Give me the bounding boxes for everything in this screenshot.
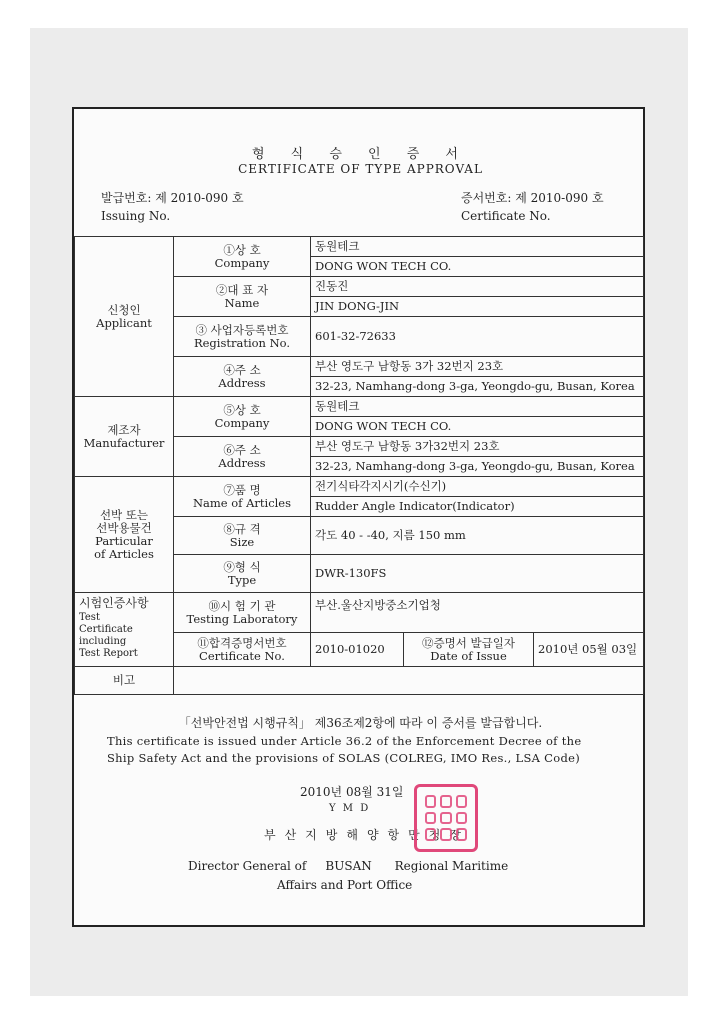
articles-type-value: DWR-130FS — [311, 555, 644, 593]
seal-pattern — [423, 793, 469, 843]
test-date-value: 2010년 05월 03일 — [534, 633, 644, 667]
ymd-label: Y M D — [329, 803, 371, 814]
test-section-en-3: including — [79, 636, 127, 647]
label-en: Address — [218, 455, 266, 470]
articles-section — [75, 477, 174, 593]
title-english: CERTIFICATE OF TYPE APPROVAL — [238, 162, 483, 176]
issuing-no-korean: 발급번호: 제 2010-090 호 — [101, 191, 244, 205]
remarks-label: 비고 — [75, 667, 174, 695]
statement-english — [107, 733, 581, 767]
applicant-name-label — [174, 277, 311, 317]
label-en: Company — [214, 255, 270, 270]
test-date-label — [404, 633, 534, 667]
test-lab-label — [174, 593, 311, 633]
label-ko: ⑤상 호 — [223, 402, 261, 417]
applicant-registration-value: 601-32-72633 — [311, 317, 644, 357]
articles-section-en-1: Particular — [95, 533, 153, 548]
articles-section-en-2: of Articles — [94, 546, 154, 561]
label-en: Company — [214, 415, 270, 430]
label-ko: ⑥주 소 — [223, 442, 261, 457]
manufacturer-address-ko: 부산 영도구 남항동 3가32번지 23호 — [311, 437, 644, 457]
applicant-company-label — [174, 237, 311, 277]
test-lab-value: 부산.울산지방중소기업청 — [311, 593, 644, 633]
issuing-no-english: Issuing No. — [101, 209, 171, 223]
label-en: Date of Issue — [430, 648, 507, 663]
label-ko: ⑦품 명 — [223, 482, 261, 497]
office-korean: 부산지방해양항만청장 — [264, 828, 470, 842]
certificate-table — [74, 236, 644, 695]
label-en: Certificate No. — [199, 648, 285, 663]
articles-section-ko-2: 선박용물건 — [96, 520, 152, 535]
manufacturer-section — [75, 397, 174, 477]
test-cert-label — [174, 633, 311, 667]
applicant-section-en: Applicant — [96, 315, 152, 330]
manufacturer-address-label — [174, 437, 311, 477]
label-en: Name of Articles — [192, 495, 292, 510]
applicant-company-ko: 동원테크 — [311, 237, 644, 257]
applicant-registration-label — [174, 317, 311, 357]
label-en: Name — [224, 295, 260, 310]
title-korean: 형 식 승 인 증 서 — [251, 147, 469, 162]
applicant-address-en: 32-23, Namhang-dong 3-ga, Yeongdo-gu, Busan, Korea — [311, 377, 644, 397]
label-en: Address — [218, 375, 266, 390]
applicant-section — [75, 237, 174, 397]
label-en: Testing Laboratory — [186, 611, 298, 626]
articles-size-label — [174, 517, 311, 555]
label-ko: ⑩시 험 기 관 — [208, 598, 276, 613]
articles-name-ko: 전기식타각지시기(수신기) — [311, 477, 644, 497]
label-en: Registration No. — [193, 335, 291, 350]
issue-date: 2010년 08월 31일 — [300, 785, 404, 799]
office-english-line-1: Director General of BUSAN Regional Maritime — [188, 859, 509, 873]
articles-name-en: Rudder Angle Indicator(Indicator) — [311, 497, 644, 517]
manufacturer-company-en: DONG WON TECH CO. — [311, 417, 644, 437]
test-section-ko: 시험인증사항 — [79, 596, 149, 610]
label-en: Type — [227, 572, 257, 587]
applicant-section-ko: 신청인 — [107, 302, 141, 317]
certificate-document — [72, 107, 645, 927]
manufacturer-company-ko: 동원테크 — [311, 397, 644, 417]
statement-english-line-1: This certificate is issued under Article 36.2 of the Enforcement Decree of the — [107, 734, 582, 748]
label-ko: ④주 소 — [223, 362, 261, 377]
label-en: Size — [229, 534, 255, 549]
label-ko: ①상 호 — [223, 242, 261, 257]
statement-korean: 「선박안전법 시행규칙」 제36조제2항에 따라 이 증서를 발급합니다. — [178, 716, 543, 730]
certificate-no-english: Certificate No. — [461, 209, 551, 223]
manufacturer-section-ko: 제조자 — [107, 422, 141, 437]
test-section-en-4: Test Report — [79, 648, 138, 659]
label-ko: ⑫증명서 발급일자 — [422, 635, 515, 650]
applicant-name-ko: 진동진 — [311, 277, 644, 297]
test-section-en-2: Certificate — [79, 624, 133, 635]
office-english-line-2: Affairs and Port Office — [277, 878, 413, 892]
test-section — [75, 593, 174, 667]
label-ko: ⑪합격증명서번호 — [197, 635, 287, 650]
label-ko: ⑨형 식 — [223, 559, 261, 574]
applicant-name-en: JIN DONG-JIN — [311, 297, 644, 317]
articles-name-label — [174, 477, 311, 517]
remarks-value — [174, 667, 644, 695]
official-seal-stamp — [414, 784, 478, 852]
statement-english-line-2: Ship Safety Act and the provisions of SOLAS (COLREG, IMO Res., LSA Code) — [107, 751, 581, 765]
label-ko: ③ 사업자등록번호 — [195, 322, 289, 337]
manufacturer-address-en: 32-23, Namhang-dong 3-ga, Yeongdo-gu, Busan, Korea — [311, 457, 644, 477]
manufacturer-company-label — [174, 397, 311, 437]
label-ko: ⑧규 격 — [223, 521, 261, 536]
articles-size-value: 각도 40 - -40, 지름 150 mm — [311, 517, 644, 555]
manufacturer-section-en: Manufacturer — [83, 435, 165, 450]
label-ko: ②대 표 자 — [215, 282, 269, 297]
certificate-no-korean: 증서번호: 제 2010-090 호 — [461, 191, 604, 205]
applicant-address-ko: 부산 영도구 남항동 3가 32번지 23호 — [311, 357, 644, 377]
applicant-company-en: DONG WON TECH CO. — [311, 257, 644, 277]
articles-type-label — [174, 555, 311, 593]
applicant-address-label — [174, 357, 311, 397]
test-cert-value: 2010-01020 — [311, 633, 404, 667]
test-section-en-1: Test — [79, 612, 100, 623]
articles-section-ko-1: 선박 또는 — [99, 507, 149, 522]
